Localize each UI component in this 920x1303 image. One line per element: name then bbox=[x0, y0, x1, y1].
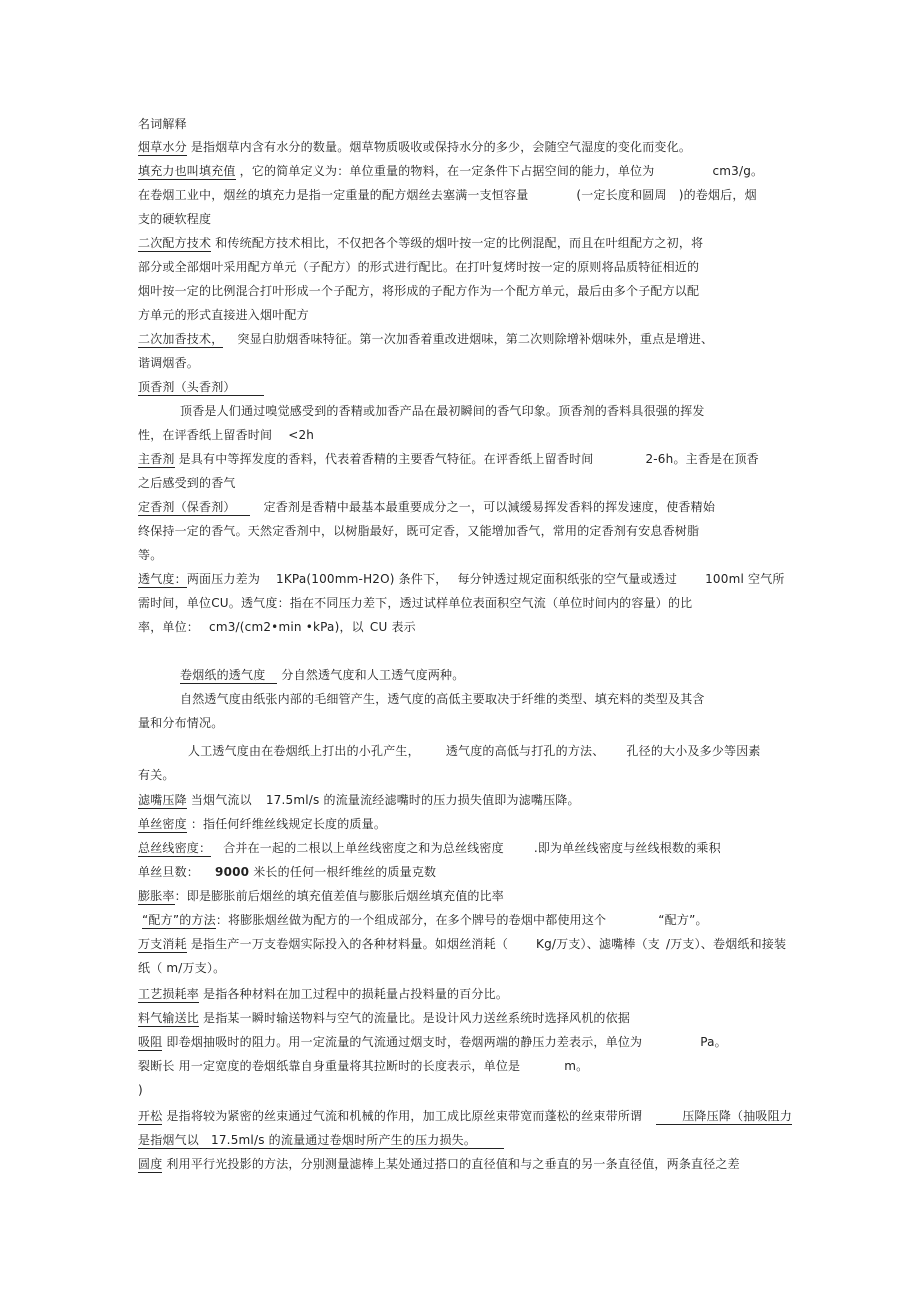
text: 透气度的高低与打孔的方法、 bbox=[445, 744, 605, 758]
text-line bbox=[138, 595, 692, 611]
term: 料气输送比 bbox=[138, 1011, 200, 1025]
definition: 突显白肋烟香味特征。第一次加香着重改进烟味，第二次则除增补烟味外，重点是增进、 bbox=[237, 332, 714, 346]
text-line bbox=[138, 1132, 504, 1148]
term: 压降压降（抽吸阻力 bbox=[656, 1109, 792, 1125]
text: 孔径的大小及多少等因素 bbox=[626, 744, 761, 758]
text: 性，在评香纸上留香时间 bbox=[138, 428, 273, 442]
term: 卷烟纸的透气度 bbox=[180, 668, 277, 684]
text: <2h bbox=[288, 428, 315, 442]
text: 纸（ m/万支）。 bbox=[138, 961, 226, 975]
text-line bbox=[138, 523, 699, 539]
text: 即卷烟抽吸时的阻力。用一定流量的气流通过烟支时，卷烟两端的静压力差表示，单位为 bbox=[166, 1035, 643, 1049]
entry-secondary-flavoring bbox=[138, 331, 713, 347]
term: 单丝密度 bbox=[138, 817, 187, 831]
entry-opening bbox=[138, 1108, 792, 1124]
term: 二次加香技术， bbox=[138, 332, 224, 346]
entry-main-note-agent bbox=[138, 451, 759, 467]
text-line bbox=[138, 307, 309, 323]
text: 100ml 空气所 bbox=[705, 572, 785, 586]
text: CU 表示 bbox=[369, 620, 416, 634]
text: 等。 bbox=[138, 548, 163, 562]
text-line bbox=[138, 475, 236, 491]
entry-draw-resistance bbox=[138, 1034, 727, 1050]
definition: 是具有中等挥发度的香料，代表着香精的主要香气特征。在评香纸上留香时间 bbox=[178, 452, 594, 466]
text: m。 bbox=[564, 1059, 589, 1073]
entry-roundness bbox=[138, 1156, 740, 1172]
definition: 是指某一瞬时输送物料与空气的流量比。是设计风力送丝系统时选择风机的依据 bbox=[203, 1011, 631, 1025]
text-line bbox=[138, 1082, 143, 1098]
term: “配方”的方法 bbox=[142, 913, 216, 927]
term: 烟草水分 bbox=[138, 140, 187, 154]
text-line bbox=[180, 691, 705, 707]
text-line bbox=[138, 259, 699, 275]
definition: 和传统配方技术相比，不仅把各个等级的烟叶按一定的比例混配，而且在叶组配方之初，将 bbox=[215, 236, 704, 250]
definition: ：指任何纤维丝线规定长度的质量。 bbox=[190, 817, 387, 831]
text: /万支）、卷烟纸和接装 bbox=[665, 937, 787, 951]
term: 主香剂 bbox=[138, 452, 175, 466]
text: 是指烟气以 bbox=[138, 1133, 200, 1147]
text: Kg/万支）、滤嘴棒（支 bbox=[536, 937, 660, 951]
definition: 是指各种材料在加工过程中的损耗量占投料量的百分比。 bbox=[203, 987, 509, 1001]
text: 顶香是人们通过嗅觉感受到的香精或加香产品在最初瞬间的香气印象。顶香剂的香料具很强的挥发 bbox=[180, 404, 705, 418]
text: Pa。 bbox=[700, 1035, 727, 1049]
text: (一定长度和圆周 bbox=[576, 188, 667, 202]
text-line bbox=[138, 355, 199, 371]
term: 滤嘴压降 bbox=[138, 793, 187, 807]
entry-consumption-per-10k bbox=[138, 936, 786, 952]
text-line bbox=[138, 767, 175, 783]
entry-top-note-agent bbox=[138, 379, 264, 395]
text: 部分或全部烟叶采用配方单元（子配方）的形式进行配比。在打叶复烤时按一定的原则将品质特征相近的 bbox=[138, 260, 700, 274]
entry-expansion-rate bbox=[138, 888, 504, 904]
text: 方单元的形式直接进入烟叶配方 bbox=[138, 308, 309, 322]
text-line bbox=[138, 187, 757, 203]
entry-process-loss-rate bbox=[138, 986, 508, 1002]
text: 单丝旦数： bbox=[138, 865, 200, 879]
entry-blending-method bbox=[142, 912, 708, 928]
text: 9000 bbox=[215, 865, 250, 879]
term: 吸阻 bbox=[138, 1035, 163, 1049]
entry-material-air-ratio bbox=[138, 1010, 630, 1026]
text: 自然透气度由纸张内部的毛细管产生，透气度的高低主要取决于纤维的类型、填充料的类型及其含 bbox=[180, 692, 705, 706]
text: ) bbox=[138, 1083, 143, 1097]
text: 当烟气流以 bbox=[190, 793, 252, 807]
entry-filament-density bbox=[138, 816, 386, 832]
definition: 定香剂是香精中最基本最重要成分之一，可以減缓易挥发香料的挥发速度，使香精始 bbox=[263, 500, 716, 514]
text: 需时间，单位CU。透气度：指在不同压力差下，透过试样单位表面积空气流（单位时间内的容量）的比 bbox=[138, 596, 693, 610]
text: )的卷烟后，烟 bbox=[678, 188, 757, 202]
text-line bbox=[138, 547, 162, 563]
entry-paper-permeability bbox=[180, 667, 464, 683]
text: 烟叶按一定的比例混合打叶形成一个子配方，将形成的子配方作为一个配方单元，最后由多个子配方以配 bbox=[138, 284, 700, 298]
text-line bbox=[138, 960, 225, 976]
text: 2-6h。主香是在顶香 bbox=[645, 452, 759, 466]
text: 终保持一定的香气。天然定香剂中，以树脂最好，既可定香，又能增加香气，常用的定香剂有安息香树脂 bbox=[138, 524, 700, 538]
term: 圆度 bbox=[138, 1157, 163, 1171]
text: 17.5ml/s 的流量流经滤嘴时的压力损失值即为滤嘴压降。 bbox=[265, 793, 580, 807]
text: 之后感受到的香气 bbox=[138, 476, 236, 490]
text: 支的硬软程度 bbox=[138, 212, 212, 226]
text: 1KPa(100mm-H2O) 条件下， bbox=[276, 572, 448, 586]
definition: 是指烟草内含有水分的数量。烟草物质吸收或保持水分的多少，会随空气湿度的变化而变化。 bbox=[190, 140, 692, 154]
entry-total-denier bbox=[138, 840, 721, 856]
text-line bbox=[180, 403, 705, 419]
term: 膨胀率 bbox=[138, 889, 175, 903]
text: 是指生产一万支卷烟实际投入的各种材料量。如烟丝消耗（ bbox=[190, 937, 509, 951]
definition: ：即是膨胀前后烟丝的填充值差值与膨胀后烟丝填充值的比率 bbox=[174, 889, 505, 903]
text: 人工透气度由在卷烟纸上打出的小孔产生， bbox=[188, 744, 420, 758]
text: .即为单丝线密度与丝线根数的乘积 bbox=[533, 841, 721, 855]
entry-breaking-length bbox=[138, 1058, 588, 1074]
entry-filament-denier bbox=[138, 864, 436, 880]
entry-filling-power bbox=[138, 163, 763, 179]
text-line bbox=[138, 283, 699, 299]
text: 合并在一起的二根以上单丝线密度之和为总丝线密度 bbox=[223, 841, 504, 855]
text: 米长的任何一根纤维丝的质量克数 bbox=[253, 865, 437, 879]
term: 工艺损耗率 bbox=[138, 987, 200, 1001]
entry-tobacco-moisture bbox=[138, 139, 691, 155]
text-line bbox=[138, 211, 211, 227]
text: 率，单位： bbox=[138, 620, 200, 634]
text: 裂断长 用一定宽度的卷烟纸靠自身重量将其拉断时的长度表示，单位是 bbox=[138, 1059, 521, 1073]
text: 两面压力差为 bbox=[186, 572, 261, 586]
text: cm3/(cm2•min •kPa)，以 bbox=[209, 620, 364, 634]
text: 谐调烟香。 bbox=[138, 356, 200, 370]
text: 是指将较为紧密的丝束通过气流和机械的作用，加工成比原丝束带宽而蓬松的丝束带所谓 bbox=[166, 1109, 643, 1123]
entry-filter-pressure-drop bbox=[138, 792, 580, 808]
text: ：将膨胀烟丝做为配方的一个组成部分，在多个牌号的卷烟中都使用这个 bbox=[215, 913, 607, 927]
definition: 利用平行光投影的方法，分别测量滤棒上某处通过搭口的直径值和与之垂直的另一条直径值，两条直径之差 bbox=[166, 1157, 740, 1171]
text-line bbox=[138, 715, 223, 731]
unit: cm3/g。 bbox=[712, 164, 764, 178]
term: 定香剂（保香剂） bbox=[138, 500, 250, 516]
term: 填充力也叫填充值 bbox=[138, 164, 236, 178]
text: 量和分布情况。 bbox=[138, 716, 224, 730]
definition bbox=[138, 1133, 504, 1149]
text: “配方”。 bbox=[658, 913, 708, 927]
term: 透气度： bbox=[138, 572, 187, 586]
text-line bbox=[138, 427, 314, 443]
term: 顶香剂（头香剂） bbox=[138, 380, 264, 396]
text: 17.5ml/s 的流量通过卷烟时所产生的压力损失。 bbox=[211, 1133, 477, 1147]
title-text: 名词解释 bbox=[138, 117, 187, 131]
term: 二次配方技术 bbox=[138, 236, 212, 250]
definition: 分自然透气度和人工透气度两种。 bbox=[281, 668, 465, 682]
text: 每分钟透过规定面积纸张的空气量或透过 bbox=[457, 572, 678, 586]
text: 在卷烟工业中，烟丝的填充力是指一定重量的配方烟丝去塞满一支恒容量 bbox=[138, 188, 529, 202]
term: 万支消耗 bbox=[138, 937, 187, 951]
text: 有关。 bbox=[138, 768, 175, 782]
text-line bbox=[188, 743, 761, 759]
section-title bbox=[138, 116, 187, 132]
entry-secondary-blending bbox=[138, 235, 703, 251]
term: 总丝线密度： bbox=[138, 841, 212, 855]
text-line bbox=[138, 619, 416, 635]
definition: ，它的简单定义为：单位重量的物料，在一定条件下占据空间的能力，单位为 bbox=[239, 164, 655, 178]
term: 开松 bbox=[138, 1109, 163, 1123]
entry-permeability bbox=[138, 571, 785, 587]
entry-fixative bbox=[138, 499, 715, 515]
